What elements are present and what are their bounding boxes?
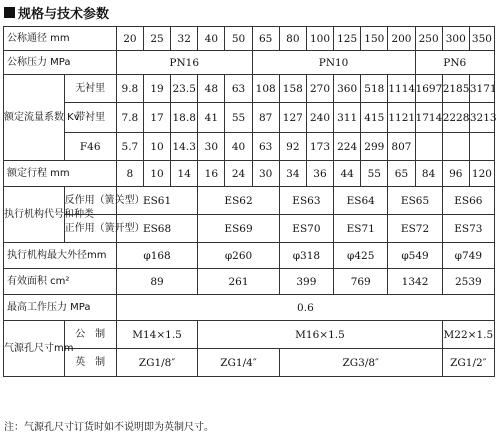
model-cell: ES70	[279, 215, 333, 243]
imperial-label: 英 制	[64, 349, 116, 377]
od-cell: φ260	[198, 243, 279, 269]
stroke-cell: 36	[306, 161, 333, 187]
area-cell: 89	[116, 269, 197, 295]
kv-cell: 311	[334, 103, 361, 133]
area-cell: 261	[198, 269, 279, 295]
stroke-cell: 14	[171, 161, 198, 187]
kv-cell: 299	[361, 133, 388, 161]
od-cell: φ318	[279, 243, 333, 269]
diameter-cell: 150	[361, 27, 388, 51]
kv-cell: 41	[198, 103, 225, 133]
kv-cell: 1121	[388, 103, 415, 133]
kv-cell: 415	[361, 103, 388, 133]
model-cell: ES73	[442, 215, 494, 243]
kv-f46-row	[4, 133, 495, 161]
diameter-cell: 80	[279, 27, 306, 51]
kv-cell: 19	[143, 75, 170, 103]
diameter-cell: 32	[171, 27, 198, 51]
thread-cell: ZG1/2″	[442, 349, 494, 377]
stroke-cell: 24	[225, 161, 252, 187]
pressure-cell: PN16	[116, 51, 252, 75]
f46-label: F46	[64, 133, 116, 161]
rated-stroke-label: 额定行程 mm	[4, 161, 117, 187]
kv-cell: 14.3	[171, 133, 198, 161]
actuator-model-label: 执行机构代号和种类	[4, 187, 65, 243]
model-cell: ES72	[388, 215, 442, 243]
diameter-cell: 65	[252, 27, 279, 51]
diameter-cell: 200	[388, 27, 415, 51]
thread-cell: ZG1/4″	[198, 349, 279, 377]
kv-cell: 63	[252, 133, 279, 161]
kv-cell: 30	[198, 133, 225, 161]
stroke-cell: 8	[116, 161, 143, 187]
kv-cell: 108	[252, 75, 279, 103]
area-cell: 769	[334, 269, 388, 295]
stroke-cell: 44	[334, 161, 361, 187]
model-cell: ES68	[116, 215, 197, 243]
kv-cell: 3213	[469, 103, 494, 133]
kv-cell: 1714	[415, 103, 442, 133]
kv-cell: 48	[198, 75, 225, 103]
kv-cell: 240	[306, 103, 333, 133]
pressure-row	[4, 51, 495, 75]
kv-cell: 807	[388, 133, 415, 161]
od-cell: φ749	[442, 243, 494, 269]
kv-cell: 5.7	[116, 133, 143, 161]
empty-cell	[442, 133, 469, 161]
kv-cell: 17	[143, 103, 170, 133]
kv-cell: 87	[252, 103, 279, 133]
kv-cell: 92	[279, 133, 306, 161]
diameter-cell: 25	[143, 27, 170, 51]
thread-cell: M22×1.5	[442, 321, 494, 349]
spec-table	[3, 26, 495, 377]
stroke-cell: 84	[415, 161, 442, 187]
pressure-cell: PN10	[252, 51, 415, 75]
stroke-cell: 34	[279, 161, 306, 187]
diameter-cell: 350	[469, 27, 494, 51]
reverse-action-label: 反作用（簧关型）	[64, 187, 116, 215]
diameter-cell: 125	[334, 27, 361, 51]
kv-cell: 18.8	[171, 103, 198, 133]
stroke-row	[4, 161, 495, 187]
max-pressure-cell: 0.6	[116, 295, 494, 321]
imperial-thread-row	[4, 349, 495, 377]
kv-cell: 55	[225, 103, 252, 133]
max-pressure-row	[4, 295, 495, 321]
actuator-max-od-label: 执行机构最大外径mm	[4, 243, 117, 269]
kv-cell: 1697	[415, 75, 442, 103]
model-cell: ES64	[334, 187, 388, 215]
thread-cell: ZG1/8″	[116, 349, 197, 377]
kv-cell: 10	[143, 133, 170, 161]
kv-cell: 127	[279, 103, 306, 133]
kv-no-lining-row	[4, 75, 495, 103]
section-title: 规格与技术参数	[18, 6, 110, 22]
od-cell: φ168	[116, 243, 197, 269]
effective-area-row	[4, 269, 495, 295]
effective-area-label: 有效面积 cm²	[4, 269, 117, 295]
model-cell: ES71	[334, 215, 388, 243]
with-lining-label: 带衬里	[64, 103, 116, 133]
kv-cell: 158	[279, 75, 306, 103]
reverse-model-row	[4, 187, 495, 215]
metric-thread-row	[4, 321, 495, 349]
diameter-cell: 50	[225, 27, 252, 51]
kv-cell: 173	[306, 133, 333, 161]
kv-cell: 2185	[442, 75, 469, 103]
model-cell: ES65	[388, 187, 442, 215]
section-heading	[4, 2, 109, 22]
thread-cell: M14×1.5	[116, 321, 197, 349]
diameter-row	[4, 27, 495, 51]
stroke-cell: 120	[469, 161, 494, 187]
kv-cell: 23.5	[171, 75, 198, 103]
kv-with-lining-row	[4, 103, 495, 133]
diameter-cell: 250	[415, 27, 442, 51]
area-cell: 1342	[388, 269, 442, 295]
kv-cell: 63	[225, 75, 252, 103]
metric-label: 公 制	[64, 321, 116, 349]
square-bullet-icon	[4, 7, 15, 18]
kv-cell: 3171	[469, 75, 494, 103]
od-cell: φ549	[388, 243, 442, 269]
kv-cell: 224	[334, 133, 361, 161]
kv-cell: 1114	[388, 75, 415, 103]
area-cell: 2539	[442, 269, 494, 295]
stroke-cell: 55	[361, 161, 388, 187]
od-cell: φ425	[334, 243, 388, 269]
kv-cell: 7.8	[116, 103, 143, 133]
nominal-pressure-label: 公称压力 MPa	[4, 51, 117, 75]
max-working-pressure-label: 最高工作压力 MPa	[4, 295, 117, 321]
model-cell: ES69	[198, 215, 279, 243]
model-cell: ES66	[442, 187, 494, 215]
diameter-cell: 40	[198, 27, 225, 51]
thread-cell: ZG3/8″	[279, 349, 442, 377]
kv-cell: 2228	[442, 103, 469, 133]
diameter-cell: 20	[116, 27, 143, 51]
kv-cell: 360	[334, 75, 361, 103]
empty-cell	[415, 133, 442, 161]
pressure-cell: PN6	[415, 51, 494, 75]
kv-cell: 270	[306, 75, 333, 103]
stroke-cell: 65	[388, 161, 415, 187]
kv-cell: 518	[361, 75, 388, 103]
flow-coef-label: 额定流量系数 Kv	[4, 75, 65, 161]
direct-action-label: 正作用（簧开型）	[64, 215, 116, 243]
area-cell: 399	[279, 269, 333, 295]
thread-cell: M16×1.5	[198, 321, 442, 349]
air-port-size-label: 气源孔尺寸mm	[4, 321, 65, 377]
model-cell: ES62	[198, 187, 279, 215]
no-lining-label: 无衬里	[64, 75, 116, 103]
model-cell: ES63	[279, 187, 333, 215]
kv-cell: 9.8	[116, 75, 143, 103]
nominal-diameter-label: 公称通径 mm	[4, 27, 117, 51]
outer-diameter-row	[4, 243, 495, 269]
stroke-cell: 16	[198, 161, 225, 187]
empty-cell	[469, 133, 494, 161]
diameter-cell: 100	[306, 27, 333, 51]
model-cell: ES61	[116, 187, 197, 215]
stroke-cell: 96	[442, 161, 469, 187]
diameter-cell: 300	[442, 27, 469, 51]
stroke-cell: 30	[252, 161, 279, 187]
stroke-cell: 10	[143, 161, 170, 187]
kv-cell: 40	[225, 133, 252, 161]
footnote: 注：气源孔尺寸订货时如不说明即为英制尺寸。	[4, 422, 214, 433]
